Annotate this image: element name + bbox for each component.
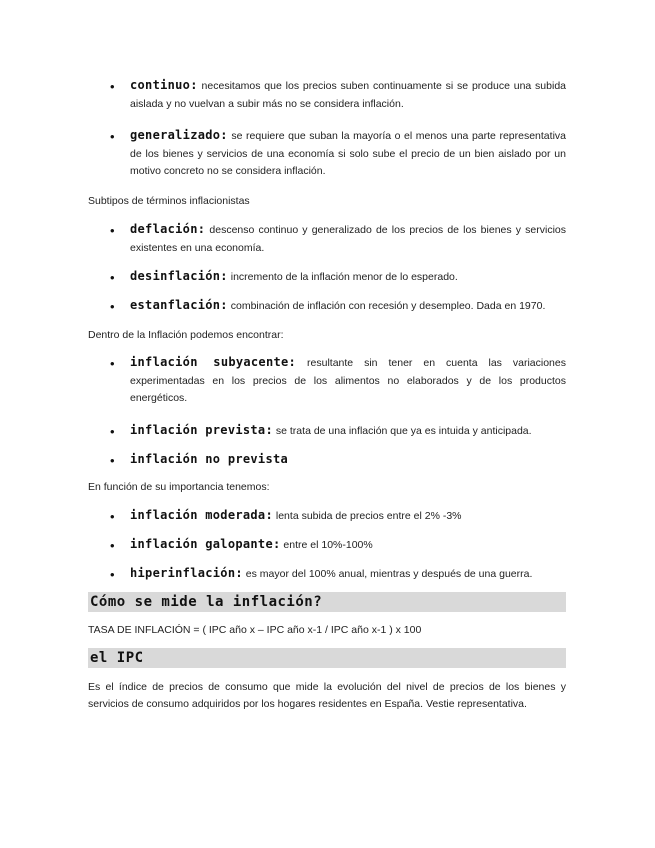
- definition-subyacente: resultante sin tener en cuenta las variaciones experimentadas en los precios de los alimentos no elaborados y de los productos energéticos.: [130, 357, 566, 404]
- list-item-continuo: [130, 77, 566, 113]
- term-desinflacion: desinflación:: [130, 269, 228, 283]
- definition-prevista: se trata de una inflación que ya es intuida y anticipada.: [272, 425, 532, 437]
- bullet-icon: •: [110, 509, 115, 524]
- definition-hiperinflacion: es mayor del 100% anual, mientras y después de una guerra.: [242, 568, 533, 580]
- section-heading-como-se-mide: Cómo se mide la inflación?: [88, 592, 566, 612]
- definition-deflacion: descenso continuo y generalizado de los precios de los bienes y servicios existentes en una economía.: [130, 224, 566, 254]
- dentro-intro: Dentro de la Inflación podemos encontrar:: [88, 329, 284, 341]
- list-item-hiperinflacion: [130, 565, 566, 584]
- term-galopante: inflación galopante:: [130, 537, 281, 551]
- term-subyacente: inflación subyacente:: [130, 355, 297, 369]
- term-continuo: continuo:: [130, 78, 198, 92]
- definition-moderada: lenta subida de precios entre el 2% -3%: [272, 510, 462, 522]
- definition-estanflacion: combinación de inflación con recesión y desempleo. Dada en 1970.: [227, 300, 546, 312]
- bullet-icon: •: [110, 567, 115, 582]
- term-no-prevista: inflación no prevista: [130, 452, 289, 466]
- list-item-deflacion: [130, 221, 566, 257]
- term-estanflacion: estanflación:: [130, 298, 228, 312]
- definition-galopante: entre el 10%-100%: [280, 539, 373, 551]
- definition-generalizado: se requiere que suban la mayoría o el menos una parte representativa de los bienes y servicios de una economía si solo sube el precio de un bien aislado por un motivo concreto no se considera inflación.: [130, 130, 566, 177]
- bullet-icon: •: [110, 129, 115, 144]
- list-item-estanflacion: [130, 297, 566, 316]
- term-moderada: inflación moderada:: [130, 508, 273, 522]
- term-deflacion: deflación:: [130, 222, 206, 236]
- bullet-icon: •: [110, 356, 115, 371]
- ipc-paragraph: Es el índice de precios de consumo que mide la evolución del nivel de precios de los bienes y servicios de consumo adquiridos por los hogares residentes en España. Vestie representativa.: [88, 681, 566, 710]
- term-prevista: inflación prevista:: [130, 423, 273, 437]
- subtipos-intro: Subtipos de términos inflacionistas: [88, 195, 250, 207]
- bullet-icon: •: [110, 270, 115, 285]
- list-item-desinflacion: [130, 268, 566, 287]
- bullet-icon: •: [110, 223, 115, 238]
- bullet-icon: •: [110, 538, 115, 553]
- list-item-no-prevista: [130, 451, 566, 470]
- list-item-prevista: [130, 422, 566, 441]
- list-item-subyacente: [130, 354, 566, 408]
- funcion-intro: En función de su importancia tenemos:: [88, 481, 270, 493]
- bullet-icon: •: [110, 424, 115, 439]
- formula-tasa-inflacion: TASA DE INFLACIÓN = ( IPC año x – IPC año x-1 / IPC año x-1 ) x 100: [88, 624, 422, 636]
- definition-continuo: necesitamos que los precios suben continuamente si se produce una subida aislada y no vuelvan a subir más no se considera inflación.: [130, 80, 566, 110]
- definition-desinflacion: incremento de la inflación menor de lo esperado.: [227, 271, 458, 283]
- bullet-icon: •: [110, 299, 115, 314]
- term-generalizado: generalizado:: [130, 128, 228, 142]
- bullet-icon: •: [110, 79, 115, 94]
- list-item-galopante: [130, 536, 566, 555]
- list-item-moderada: [130, 507, 566, 526]
- list-item-generalizado: [130, 127, 566, 181]
- bullet-icon: •: [110, 453, 115, 468]
- section-heading-ipc: el IPC: [88, 648, 566, 668]
- term-hiperinflacion: hiperinflación:: [130, 566, 243, 580]
